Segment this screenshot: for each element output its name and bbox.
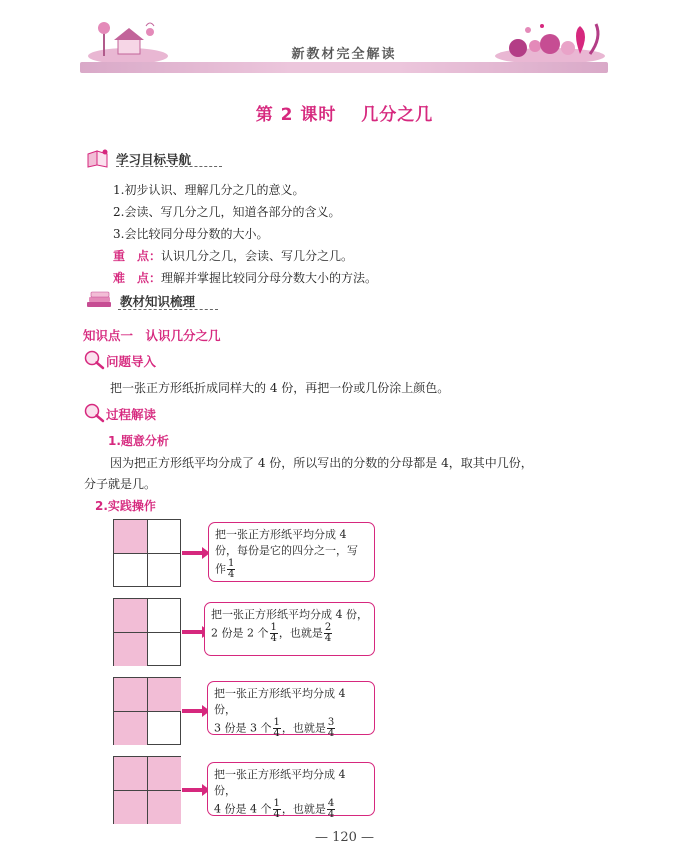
square-grid-4 <box>113 756 181 824</box>
key-point-text: 认识几分之几，会读、写几分之几。 <box>161 249 354 263</box>
review-title: 教材知识梳理 <box>120 294 196 309</box>
arrow-right-icon <box>182 630 204 634</box>
page-number: — 120 — <box>314 830 375 845</box>
step1-line2: 分子就是几。 <box>84 477 157 491</box>
square-grid-3 <box>113 677 181 745</box>
fraction: $\frac{1}{4}$ <box>228 558 235 580</box>
key-point-label: 重 点： <box>113 249 162 263</box>
goal-item-3: 3.会比较同分母分数的大小。 <box>113 227 269 241</box>
explanation-bubble-3 <box>207 681 375 739</box>
fraction: $\frac{4}{4}$ <box>327 798 335 820</box>
books-icon <box>86 291 114 309</box>
arrow-right-icon <box>182 709 204 713</box>
bubble-line: 把一张正方形纸平均分成 4 份， <box>214 687 346 716</box>
header-band <box>80 62 608 73</box>
bubble-line: 2 份是 2 个 $\frac{1}{4}$ ，也就是 $\frac{2}{4}$ <box>211 622 332 644</box>
square-grid-1 <box>113 519 181 587</box>
step1-line1: 因为把正方形纸平均分成了 4 份，所以写出的分数的分母都是 4，取其中几份， <box>110 456 533 470</box>
goal-item-2: 2.会读、写几分之几，知道各部分的含义。 <box>113 205 341 219</box>
grid-cell <box>148 554 181 587</box>
bubble-line: 作 $\frac{1}{4}$ <box>215 558 235 580</box>
grid-cell <box>114 599 147 632</box>
grid-cell <box>114 554 147 587</box>
step2-label: 2.实践操作 <box>95 499 156 513</box>
bubble-line: 份，每份是它的四分之一，写 <box>215 544 358 557</box>
explanation-bubble-4 <box>207 762 375 820</box>
arrow-right-icon <box>182 788 204 792</box>
arrow-right-icon <box>182 551 204 555</box>
bubble-line: 4 份是 4 个 $\frac{1}{4}$ ，也就是 $\frac{4}{4}$ <box>214 798 335 820</box>
grid-cell <box>114 678 147 711</box>
book-icon <box>86 148 110 168</box>
fraction: $\frac{1}{4}$ <box>270 622 277 644</box>
grid-cell <box>114 520 147 553</box>
grid-cell <box>148 599 181 632</box>
page-header <box>80 18 608 76</box>
goals-underline <box>116 166 222 167</box>
grid-cell <box>148 633 181 666</box>
fraction: $\frac{1}{4}$ <box>273 717 280 739</box>
explanation-bubble-2 <box>204 602 375 656</box>
magnifier-icon <box>84 403 106 423</box>
goals-title: 学习目标导航 <box>116 152 192 167</box>
magnifier-icon <box>84 350 106 370</box>
bubble-line: 把一张正方形纸平均分成 4 份， <box>214 768 346 797</box>
knowledge-point-title: 知识点一 认识几分之几 <box>83 328 221 343</box>
fraction: $\frac{2}{4}$ <box>324 622 332 644</box>
grid-cell <box>114 633 147 666</box>
grid-cell <box>148 712 181 745</box>
grid-cell <box>148 791 181 824</box>
bubble-line: 把一张正方形纸平均分成 4 <box>215 528 347 541</box>
explanation-bubble-1 <box>208 522 375 582</box>
process-title: 过程解读 <box>106 407 157 422</box>
grid-cell <box>148 520 181 553</box>
fraction: $\frac{3}{4}$ <box>327 717 335 739</box>
review-underline <box>118 309 218 310</box>
grid-cell <box>114 712 147 745</box>
question-intro-text: 把一张正方形纸折成同样大的 4 份，再把一份或几份涂上颜色。 <box>110 381 450 395</box>
grid-cell <box>114 791 147 824</box>
step1-label: 1.题意分析 <box>108 434 169 448</box>
bubble-line: 把一张正方形纸平均分成 4 份， <box>211 608 368 621</box>
hard-point <box>113 269 377 286</box>
square-grid-2 <box>113 598 181 666</box>
grid-cell <box>148 757 181 790</box>
key-point <box>113 247 353 264</box>
hard-point-label: 难 点： <box>113 271 162 285</box>
fraction: $\frac{1}{4}$ <box>273 798 280 820</box>
goal-item-1: 1.初步认识、理解几分之几的意义。 <box>113 183 305 197</box>
header-title: 新教材完全解读 <box>291 47 397 62</box>
page-title: 第 2 课时 几分之几 <box>255 105 434 125</box>
bubble-line: 3 份是 3 个 $\frac{1}{4}$ ，也就是 $\frac{3}{4}$ <box>214 717 335 739</box>
grid-cell <box>148 678 181 711</box>
grid-cell <box>114 757 147 790</box>
question-intro-title: 问题导入 <box>106 354 157 369</box>
hard-point-text: 理解并掌握比较同分母分数大小的方法。 <box>161 271 378 285</box>
